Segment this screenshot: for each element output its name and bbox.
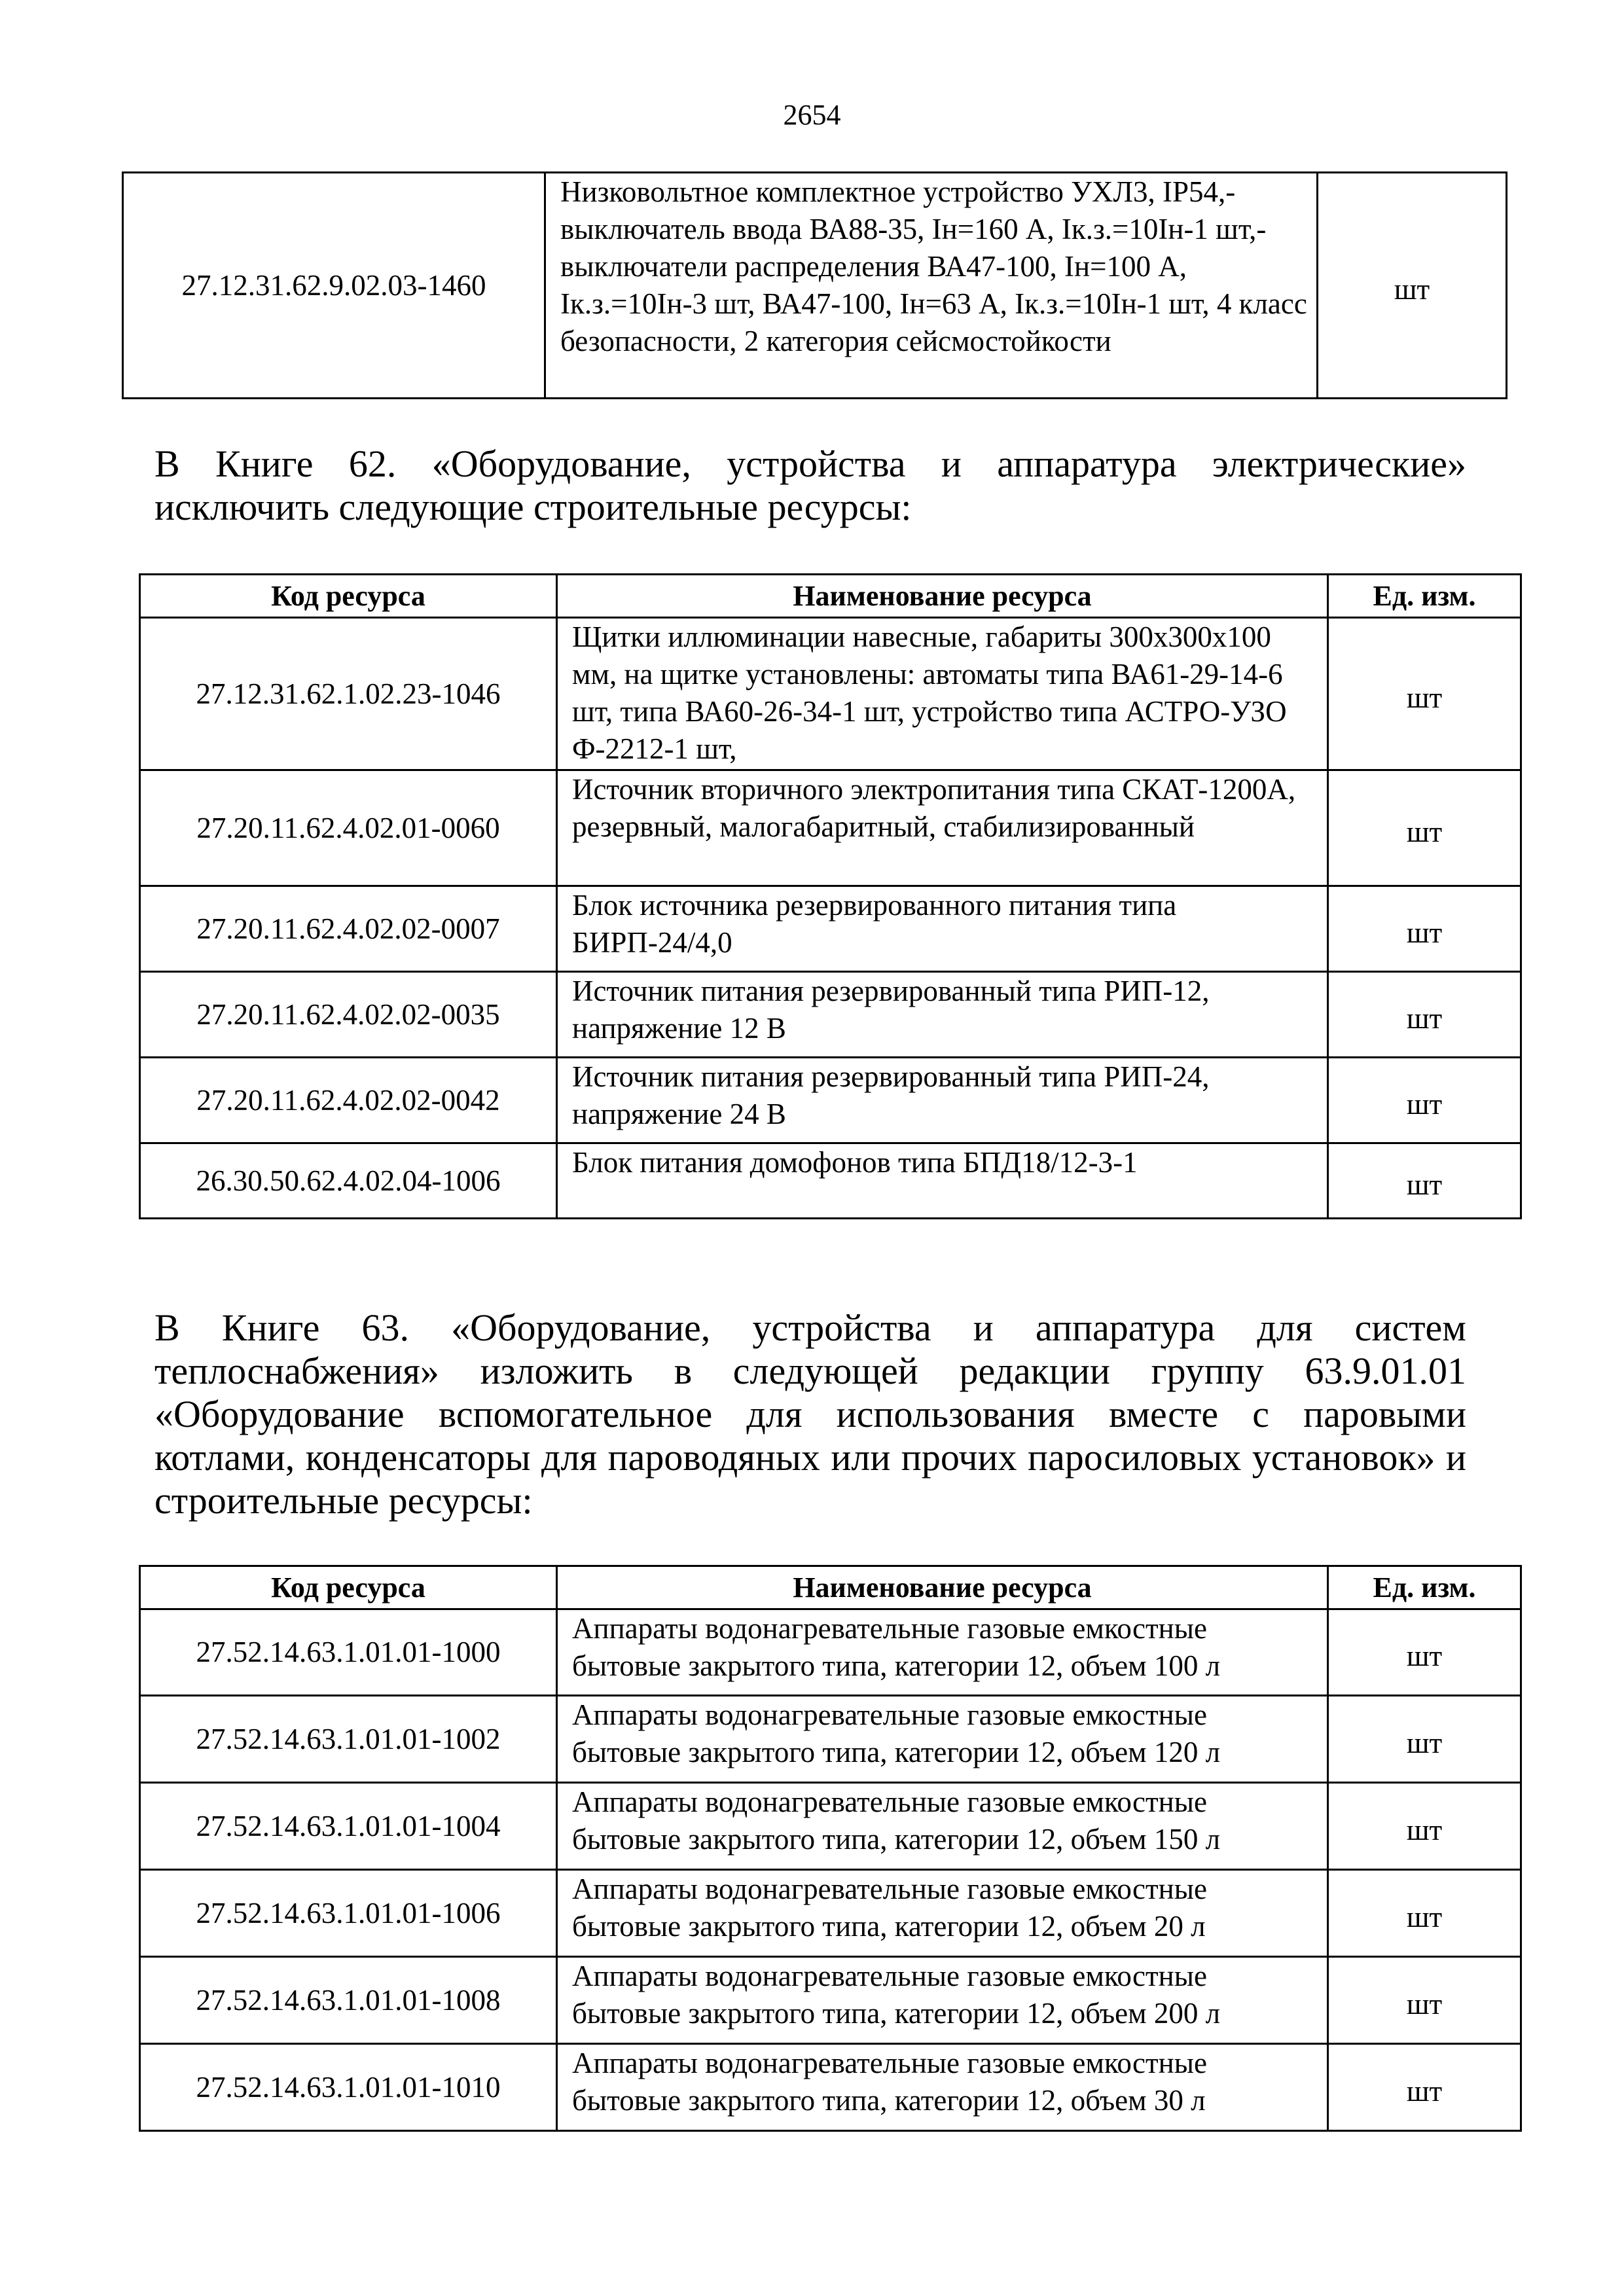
table-row — [140, 618, 1521, 770]
page-number: 2654 — [783, 99, 841, 131]
table-header-row — [140, 575, 1521, 618]
resource-name: Источник питания резервированный типа РИП-12, напряжение 12 В — [557, 972, 1328, 1058]
table-row — [140, 1957, 1521, 2044]
resource-unit: шт — [1328, 1143, 1521, 1219]
resource-name: Аппараты водонагревательные газовые емкостные бытовые закрытого типа, категории 12, объем 120 л — [557, 1696, 1328, 1783]
resource-code: 27.12.31.62.1.02.23-1046 — [140, 618, 557, 770]
resource-name: Источник вторичного электропитания типа СКАТ-1200А, резервный, малогабаритный, стабилизированный — [557, 770, 1328, 886]
resource-code: 27.52.14.63.1.01.01-1006 — [140, 1870, 557, 1957]
resource-unit: шт — [1328, 886, 1521, 972]
resource-code: 27.20.11.62.4.02.02-0007 — [140, 886, 557, 972]
table-row — [140, 770, 1521, 886]
resource-unit: шт — [1328, 972, 1521, 1058]
resource-code: 27.12.31.62.9.02.03-1460 — [123, 173, 545, 399]
resource-unit: шт — [1328, 1609, 1521, 1696]
resource-code: 27.52.14.63.1.01.01-1004 — [140, 1783, 557, 1870]
table-row — [140, 886, 1521, 972]
header-unit: Ед. изм. — [1328, 1566, 1521, 1609]
resource-code: 27.52.14.63.1.01.01-1002 — [140, 1696, 557, 1783]
table-row — [140, 1609, 1521, 1696]
table-row — [140, 1058, 1521, 1143]
table-header-row — [140, 1566, 1521, 1609]
paragraph-book-62: В Книге 62. «Оборудование, устройства и аппаратура электрические» исключить следующие строительные ресурсы: — [154, 442, 1466, 528]
resource-unit: шт — [1328, 1783, 1521, 1870]
resource-unit: шт — [1328, 1696, 1521, 1783]
table-row — [140, 1870, 1521, 1957]
resource-name: Блок питания домофонов типа БПД18/12-3-1 — [557, 1143, 1328, 1219]
table-row — [140, 2044, 1521, 2131]
resource-name: Источник питания резервированный типа РИП-24, напряжение 24 В — [557, 1058, 1328, 1143]
resource-name: Аппараты водонагревательные газовые емкостные бытовые закрытого типа, категории 12, объем 20 л — [557, 1870, 1328, 1957]
resource-unit: шт — [1328, 1058, 1521, 1143]
resource-name: Аппараты водонагревательные газовые емкостные бытовые закрытого типа, категории 12, объем 30 л — [557, 2044, 1328, 2131]
resource-unit: шт — [1328, 770, 1521, 886]
header-name: Наименование ресурса — [557, 575, 1328, 618]
resource-unit: шт — [1318, 173, 1507, 399]
resource-name: Аппараты водонагревательные газовые емкостные бытовые закрытого типа, категории 12, объем 200 л — [557, 1957, 1328, 2044]
resource-name: Аппараты водонагревательные газовые емкостные бытовые закрытого типа, категории 12, объем 150 л — [557, 1783, 1328, 1870]
resource-code: 27.20.11.62.4.02.02-0042 — [140, 1058, 557, 1143]
table-row — [140, 972, 1521, 1058]
header-code: Код ресурса — [140, 575, 557, 618]
table-book-62-exclusions — [139, 573, 1522, 1219]
table-continuation — [122, 171, 1507, 399]
header-code: Код ресурса — [140, 1566, 557, 1609]
resource-code: 27.52.14.63.1.01.01-1010 — [140, 2044, 557, 2131]
resource-code: 27.52.14.63.1.01.01-1000 — [140, 1609, 557, 1696]
resource-code: 27.20.11.62.4.02.01-0060 — [140, 770, 557, 886]
resource-name: Щитки иллюминации навесные, габариты 300х300х100 мм, на щитке установлены: автоматы типа ВА61-29-14-6 шт, типа ВА60-26-34-1 шт, устройство типа АСТРО-УЗО Ф-2212-1 шт, — [557, 618, 1328, 770]
paragraph-book-63: В Книге 63. «Оборудование, устройства и аппаратура для систем теплоснабжения» изложить в следующей редакции группу 63.9.01.01 «Оборудование вспомогательное для использования вместе с паровыми котлами, конденсаторы для пароводяных или прочих паросиловых установок» и строительные ресурсы: — [154, 1306, 1466, 1522]
resource-name: Низковольтное комплектное устройство УХЛ3, IP54,-выключатель ввода ВА88-35, Iн=160 А, Iк.з.=10Iн-1 шт,-выключатели распределения ВА47-100, Iн=100 А, Iк.з.=10Iн-3 шт, ВА47-100, Iн=63 А, Iк.з.=10Iн-1 шт, 4 класс безопасности, 2 категория сейсмостойкости — [545, 173, 1318, 399]
resource-code: 27.20.11.62.4.02.02-0035 — [140, 972, 557, 1058]
table-row — [123, 173, 1507, 399]
resource-unit: шт — [1328, 1957, 1521, 2044]
resource-unit: шт — [1328, 1870, 1521, 1957]
table-row — [140, 1143, 1521, 1219]
resource-name: Аппараты водонагревательные газовые емкостные бытовые закрытого типа, категории 12, объем 100 л — [557, 1609, 1328, 1696]
resource-unit: шт — [1328, 618, 1521, 770]
table-row — [140, 1696, 1521, 1783]
table-row — [140, 1783, 1521, 1870]
table-book-63-resources — [139, 1565, 1522, 2132]
header-name: Наименование ресурса — [557, 1566, 1328, 1609]
resource-unit: шт — [1328, 2044, 1521, 2131]
resource-code: 27.52.14.63.1.01.01-1008 — [140, 1957, 557, 2044]
resource-name: Блок источника резервированного питания типа БИРП-24/4,0 — [557, 886, 1328, 972]
resource-code: 26.30.50.62.4.02.04-1006 — [140, 1143, 557, 1219]
header-unit: Ед. изм. — [1328, 575, 1521, 618]
